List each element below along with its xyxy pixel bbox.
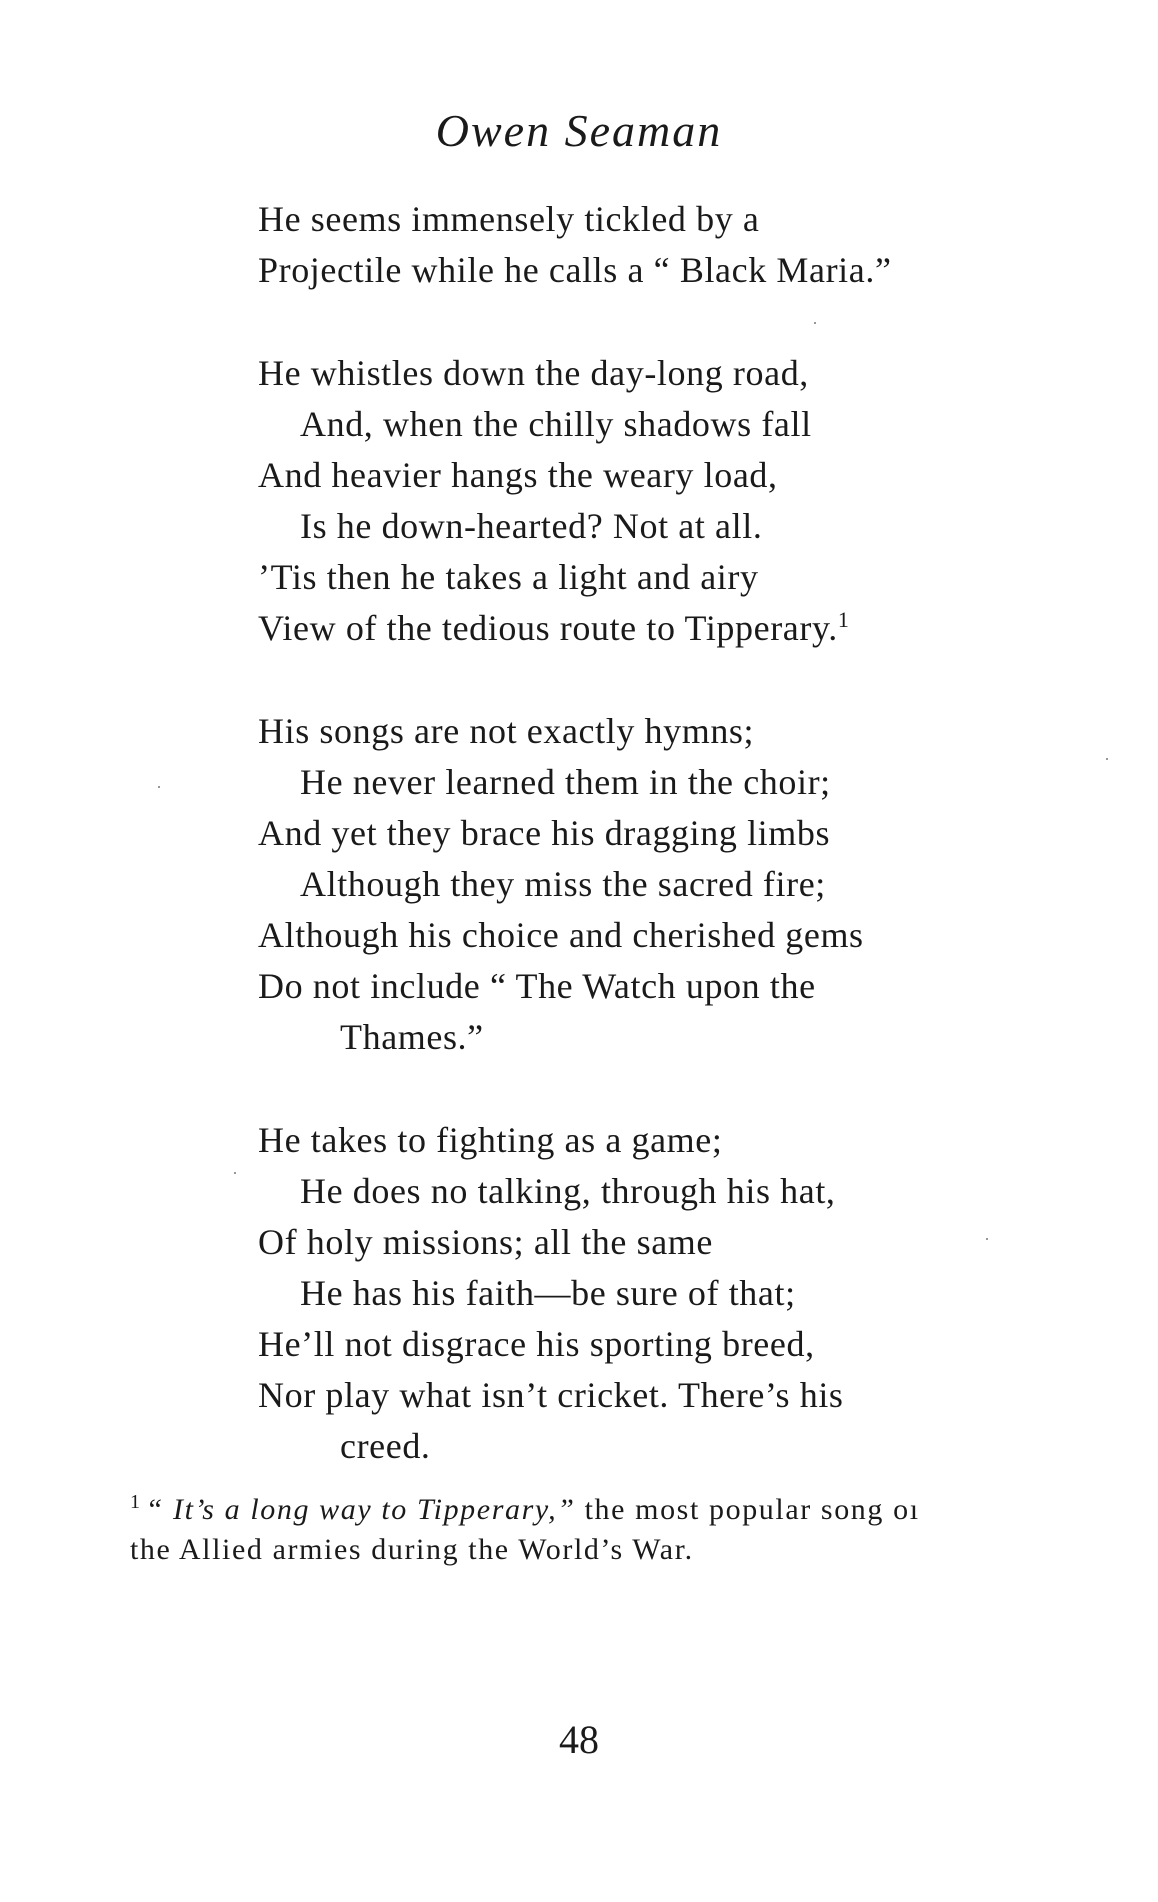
poem-line-text: View of the tedious route to Tipperary. [258, 608, 838, 648]
poem-line-with-footnote [258, 603, 1038, 654]
poem-line: His songs are not exactly hymns; [258, 711, 755, 751]
poem-line: ’Tis then he takes a light and airy [258, 557, 759, 597]
print-speck [986, 1238, 988, 1240]
poem [258, 194, 1038, 1524]
footnote-reference: 1 [837, 607, 850, 632]
footnote-text: the most popular song oı [575, 1493, 920, 1526]
footnote-marker: 1 [130, 1491, 142, 1513]
poem-line: Do not include “ The Watch upon the [258, 966, 816, 1006]
print-speck [234, 1172, 236, 1174]
poem-line: He does no talking, through his hat, [300, 1171, 836, 1211]
poem-line: Although they miss the sacred fire; [300, 864, 826, 904]
stanza-1 [258, 194, 1038, 296]
footnote [130, 1490, 1140, 1570]
poem-line: And, when the chilly shadows fall [300, 404, 812, 444]
print-speck [158, 786, 160, 788]
poem-line-continuation: creed. [340, 1426, 431, 1466]
stanza-2 [258, 348, 1038, 654]
poem-line: Although his choice and cherished gems [258, 915, 864, 955]
poem-line: Of holy missions; all the same [258, 1222, 713, 1262]
poem-line: He never learned them in the choir; [300, 762, 831, 802]
poem-line: He has his faith—be sure of that; [300, 1273, 796, 1313]
poem-line: He’ll not disgrace his sporting breed, [258, 1324, 815, 1364]
poem-line: Nor play what isn’t cricket. There’s his [258, 1375, 844, 1415]
running-title: Owen Seaman [435, 105, 723, 156]
poem-line: And heavier hangs the weary load, [258, 455, 778, 495]
stanza-3 [258, 706, 1038, 1063]
footnote-line-1 [130, 1490, 1140, 1530]
poem-line-continuation: Thames.” [340, 1017, 484, 1057]
poem-line: He seems immensely tickled by a [258, 199, 760, 239]
stanza-4 [258, 1115, 1038, 1472]
footnote-line-2: the Allied armies during the World’s War. [130, 1533, 694, 1566]
page-number: 48 [559, 1717, 599, 1762]
poem-line: He whistles down the day-long road, [258, 353, 809, 393]
print-speck [1106, 758, 1108, 760]
print-speck [814, 322, 816, 324]
poem-line: Projectile while he calls a “ Black Maria.” [258, 250, 892, 290]
poem-line: And yet they brace his dragging limbs [258, 813, 831, 853]
footnote-song-title: “ It’s a long way to Tipperary,” [145, 1493, 576, 1526]
poem-line: Is he down-hearted? Not at all. [300, 506, 763, 546]
poem-line: He takes to fighting as a game; [258, 1120, 723, 1160]
